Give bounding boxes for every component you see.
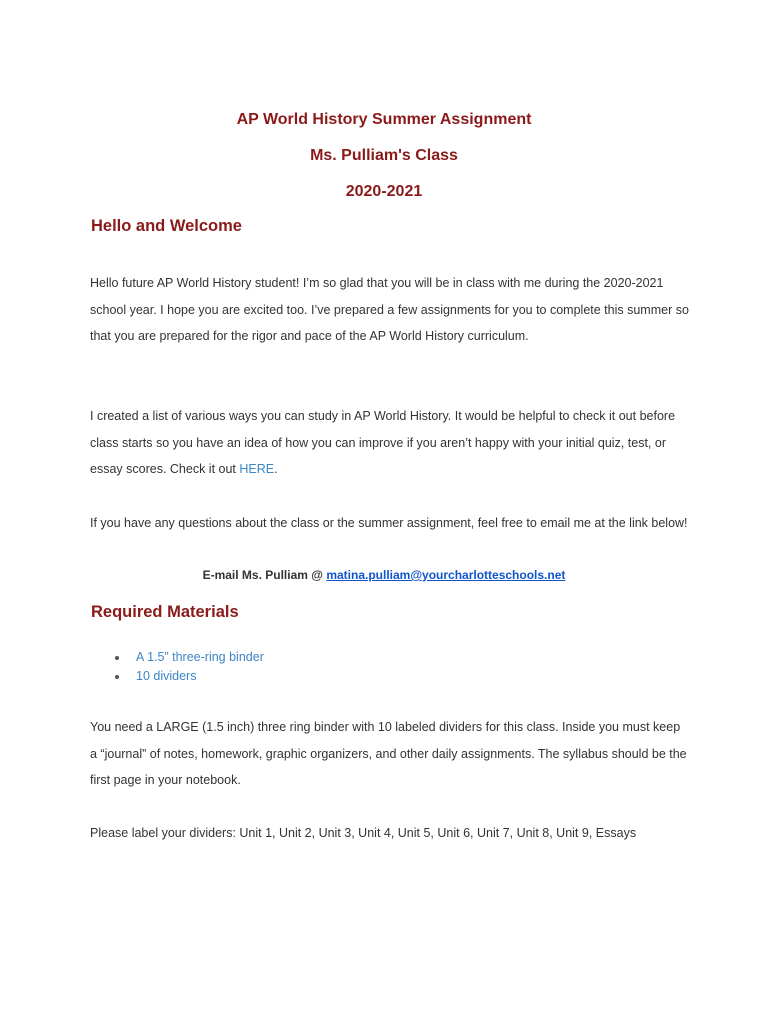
study-tips-paragraph — [90, 403, 690, 483]
dividers-link[interactable]: 10 dividers — [136, 669, 197, 683]
list-item — [113, 648, 264, 667]
school-year: 2020-2021 — [345, 183, 423, 200]
list-item — [113, 667, 264, 686]
study-tips-text: I created a list of various ways you can study in AP World History. It would be helpful to check it out before class starts so you have an idea of how you can improve if you aren’t happy with your initial quiz, test, or essay scores. Check it out — [90, 409, 676, 476]
dividers-paragraph: Please label your dividers: Unit 1, Unit 2, Unit 3, Unit 4, Unit 5, Unit 6, Unit 7, Unit 8, Unit 9, Essays — [90, 826, 637, 840]
bullet-icon — [115, 656, 119, 660]
welcome-heading: Hello and Welcome — [91, 217, 242, 235]
questions-paragraph: If you have any questions about the class or the summer assignment, feel free to email me at the link below! — [90, 516, 688, 530]
here-link[interactable]: HERE — [239, 462, 275, 476]
email-line — [0, 565, 768, 585]
class-name: Ms. Pulliam's Class — [310, 147, 458, 164]
study-tips-end: . — [274, 462, 278, 476]
email-label: E-mail Ms. Pulliam @ — [202, 568, 327, 582]
binder-link[interactable]: A 1.5” three-ring binder — [136, 650, 264, 664]
materials-list — [113, 648, 264, 686]
document-title: AP World History Summer Assignment — [236, 111, 532, 128]
binder-paragraph: You need a LARGE (1.5 inch) three ring binder with 10 labeled dividers for this class. Inside you must keep a “journal” of notes, homework, graphic organizers, and other daily assignments. The syllabus should be the first page in your notebook. — [90, 720, 687, 787]
email-link[interactable]: matina.pulliam@yourcharlotteschools.net — [326, 568, 566, 582]
bullet-icon — [115, 675, 119, 679]
welcome-paragraph: Hello future AP World History student! I’m so glad that you will be in class with me during the 2020-2021 school year. I hope you are excited too. I’ve prepared a few assignments for you to complete this summer so that you are prepared for the rigor and pace of the AP World History curriculum. — [90, 276, 689, 343]
materials-heading: Required Materials — [91, 603, 239, 621]
